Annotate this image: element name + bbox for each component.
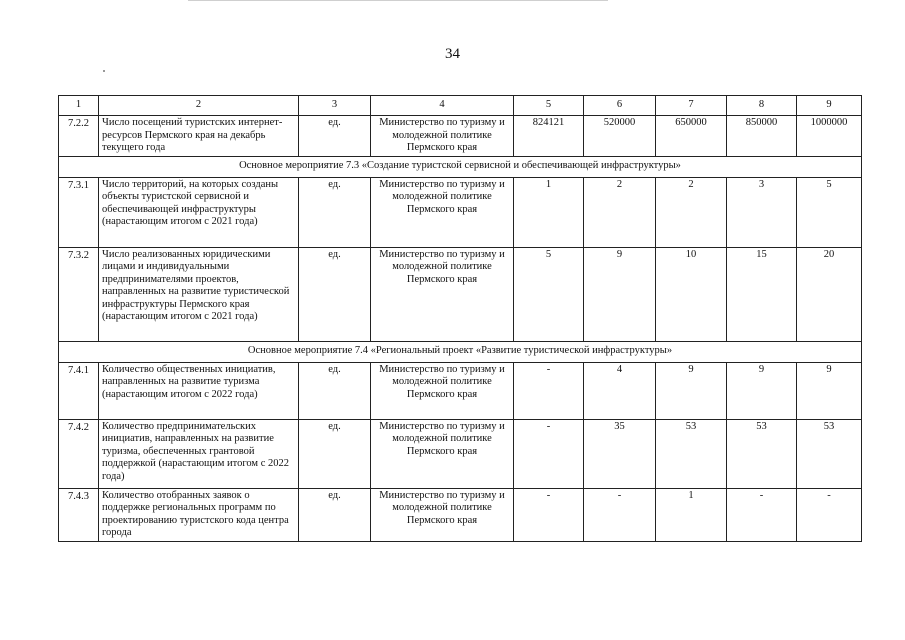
value-cell: - xyxy=(514,488,584,541)
unit-cell: ед. xyxy=(299,116,371,157)
value-cell: 5 xyxy=(514,247,584,341)
value-cell: 3 xyxy=(727,177,797,247)
table-row xyxy=(59,419,862,488)
section-heading: Основное мероприятие 7.3 «Создание туристской сервисной и обеспечивающей инфраструктуры» xyxy=(59,156,862,177)
indicator-name-cell: Число посещений туристских интернет-ресурсов Пермского края на декабрь текущего года xyxy=(99,116,299,157)
value-cell: 4 xyxy=(584,362,656,419)
unit-cell: ед. xyxy=(299,488,371,541)
responsible-cell: Министерство по туризму и молодежной политике Пермского края xyxy=(371,488,514,541)
row-code-cell: 7.2.2 xyxy=(59,116,99,157)
row-code-cell: 7.3.2 xyxy=(59,247,99,341)
indicator-name-cell: Число реализованных юридическими лицами и индивидуальными предпринимателями проектов, направленных на развитие туристической инфраструктуры Пермского края (нарастающим итогом с 2021 года) xyxy=(99,247,299,341)
value-cell: - xyxy=(584,488,656,541)
value-cell: 9 xyxy=(727,362,797,419)
scan-speck xyxy=(103,70,105,72)
table-header-row xyxy=(59,96,862,116)
header-cell: 1 xyxy=(59,96,99,116)
section-heading: Основное мероприятие 7.4 «Региональный проект «Развитие туристической инфраструктуры» xyxy=(59,341,862,362)
table-body xyxy=(59,96,862,542)
unit-cell: ед. xyxy=(299,419,371,488)
value-cell: - xyxy=(727,488,797,541)
row-code-cell: 7.3.1 xyxy=(59,177,99,247)
value-cell: 53 xyxy=(797,419,862,488)
section-heading-row xyxy=(59,156,862,177)
header-cell: 6 xyxy=(584,96,656,116)
table-row xyxy=(59,247,862,341)
value-cell: - xyxy=(514,419,584,488)
value-cell: 53 xyxy=(656,419,727,488)
row-code-cell: 7.4.3 xyxy=(59,488,99,541)
value-cell: 2 xyxy=(656,177,727,247)
table-row xyxy=(59,116,862,157)
value-cell: 15 xyxy=(727,247,797,341)
responsible-cell: Министерство по туризму и молодежной политике Пермского края xyxy=(371,247,514,341)
value-cell: 850000 xyxy=(727,116,797,157)
scan-top-edge-line xyxy=(188,0,608,1)
header-cell: 2 xyxy=(99,96,299,116)
page-number: 34 xyxy=(445,46,460,62)
responsible-cell: Министерство по туризму и молодежной политике Пермского края xyxy=(371,362,514,419)
value-cell: - xyxy=(797,488,862,541)
section-heading-row xyxy=(59,341,862,362)
value-cell: 10 xyxy=(656,247,727,341)
indicator-name-cell: Количество общественных инициатив, направленных на развитие туризма (нарастающим итогом с 2022 года) xyxy=(99,362,299,419)
unit-cell: ед. xyxy=(299,177,371,247)
value-cell: 2 xyxy=(584,177,656,247)
header-cell: 9 xyxy=(797,96,862,116)
value-cell: 650000 xyxy=(656,116,727,157)
value-cell: 824121 xyxy=(514,116,584,157)
table-row xyxy=(59,362,862,419)
value-cell: 520000 xyxy=(584,116,656,157)
value-cell: 5 xyxy=(797,177,862,247)
header-cell: 3 xyxy=(299,96,371,116)
value-cell: 1000000 xyxy=(797,116,862,157)
table-row xyxy=(59,177,862,247)
row-code-cell: 7.4.2 xyxy=(59,419,99,488)
header-cell: 7 xyxy=(656,96,727,116)
value-cell: - xyxy=(514,362,584,419)
unit-cell: ед. xyxy=(299,247,371,341)
indicators-table xyxy=(58,95,862,542)
responsible-cell: Министерство по туризму и молодежной политике Пермского края xyxy=(371,419,514,488)
value-cell: 53 xyxy=(727,419,797,488)
indicator-name-cell: Число территорий, на которых созданы объекты туристской сервисной и обеспечивающей инфраструктуры (нарастающим итогом с 2021 года) xyxy=(99,177,299,247)
header-cell: 5 xyxy=(514,96,584,116)
row-code-cell: 7.4.1 xyxy=(59,362,99,419)
value-cell: 9 xyxy=(584,247,656,341)
value-cell: 9 xyxy=(656,362,727,419)
value-cell: 1 xyxy=(514,177,584,247)
header-cell: 8 xyxy=(727,96,797,116)
value-cell: 20 xyxy=(797,247,862,341)
responsible-cell: Министерство по туризму и молодежной политике Пермского края xyxy=(371,116,514,157)
unit-cell: ед. xyxy=(299,362,371,419)
indicator-name-cell: Количество отобранных заявок о поддержке региональных программ по проектированию туристского кода центра города xyxy=(99,488,299,541)
value-cell: 35 xyxy=(584,419,656,488)
indicator-name-cell: Количество предпринимательских инициатив, направленных на развитие туризма, обеспеченных грантовой поддержкой (нарастающим итогом с 2022 года) xyxy=(99,419,299,488)
table-row xyxy=(59,488,862,541)
responsible-cell: Министерство по туризму и молодежной политике Пермского края xyxy=(371,177,514,247)
header-cell: 4 xyxy=(371,96,514,116)
value-cell: 1 xyxy=(656,488,727,541)
value-cell: 9 xyxy=(797,362,862,419)
